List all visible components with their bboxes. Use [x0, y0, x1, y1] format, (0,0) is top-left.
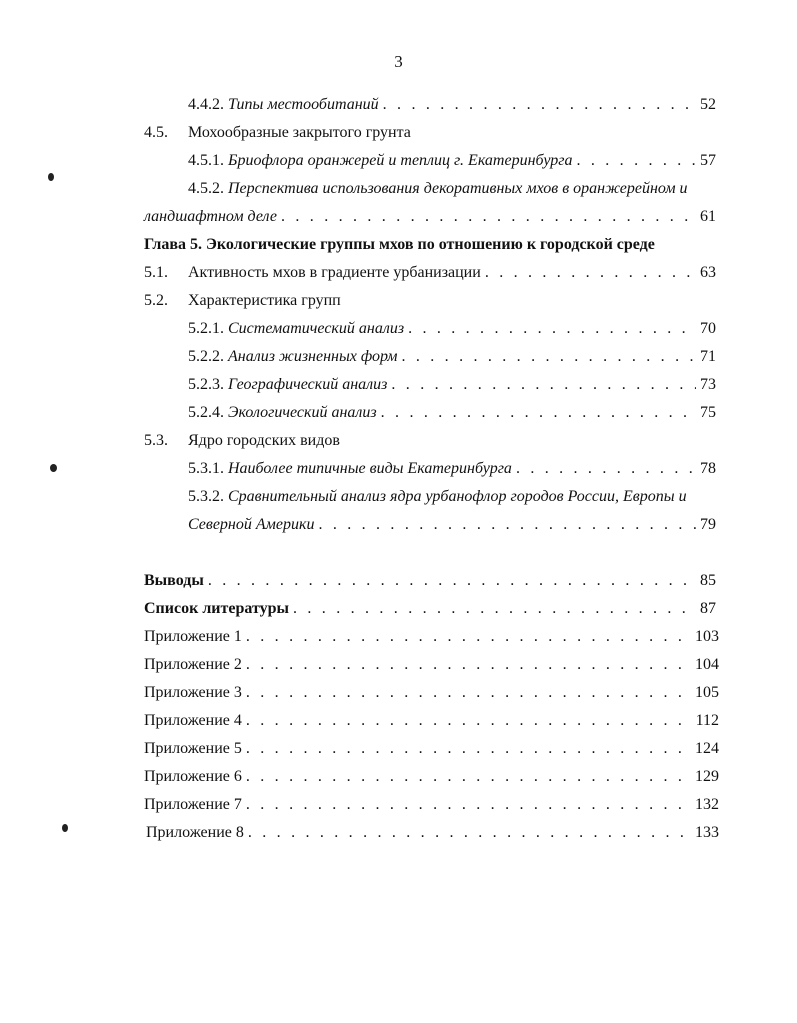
entry-title-line1: Перспектива использования декоративных мхов в оранжерейном и — [228, 180, 688, 197]
entry-number: 5.3. — [144, 432, 168, 449]
entry-title: Приложение 8 — [146, 824, 244, 841]
page-number: 3 — [394, 52, 403, 71]
toc-entry-5-3-2 — [188, 487, 716, 509]
toc-entry-appendix — [144, 683, 719, 705]
toc-entry-5-2 — [144, 291, 716, 313]
entry-page: 75 — [700, 404, 716, 421]
leader-dots — [318, 515, 696, 535]
toc-entry-conclusions — [144, 571, 716, 593]
leader-dots — [208, 571, 696, 591]
entry-title: Характеристика групп — [188, 292, 341, 309]
entry-title: Мохообразные закрытого грунта — [188, 124, 411, 141]
toc-entry-4-4-2 — [188, 95, 716, 117]
entry-page: 133 — [695, 824, 719, 841]
toc-entry-4-5-2 — [188, 179, 716, 201]
entry-page: 70 — [700, 320, 716, 337]
leader-dots — [246, 795, 691, 815]
entry-title: Список литературы — [144, 600, 289, 617]
scan-speck — [62, 824, 68, 832]
toc-entry-4-5-2-cont — [144, 207, 716, 229]
entry-title: Наиболее типичные виды Екатеринбурга — [228, 460, 512, 477]
entry-page: 129 — [695, 768, 719, 785]
leader-dots — [408, 319, 696, 339]
leader-dots — [381, 403, 696, 423]
leader-dots — [246, 655, 691, 675]
toc-entry-4-5 — [144, 123, 716, 145]
entry-title-line2: ландшафтном деле — [144, 208, 277, 225]
entry-number: 5.2.1. — [188, 320, 224, 337]
leader-dots — [246, 711, 692, 731]
entry-title: Приложение 1 — [144, 628, 242, 645]
toc-entry-5-2-3 — [188, 375, 716, 397]
entry-page: 104 — [695, 656, 719, 673]
entry-number: 5.2.2. — [188, 348, 224, 365]
entry-number: 5.2.4. — [188, 404, 224, 421]
chapter-title: Глава 5. Экологические группы мхов по отношению к городской среде — [144, 236, 655, 253]
entry-page: 52 — [700, 96, 716, 113]
entry-title: Экологический анализ — [228, 404, 377, 421]
entry-number: 5.2.3. — [188, 376, 224, 393]
toc-entry-appendix — [144, 627, 719, 649]
toc-entry-appendix — [144, 711, 719, 733]
entry-page: 73 — [700, 376, 716, 393]
leader-dots — [576, 151, 696, 171]
entry-number: 4.5.1. — [188, 152, 224, 169]
scan-speck — [50, 464, 57, 472]
entry-title: Активность мхов в градиенте урбанизации — [188, 264, 481, 281]
entry-number: 5.3.1. — [188, 460, 224, 477]
entry-page: 103 — [695, 628, 719, 645]
entry-title-line1: Сравнительный анализ ядра урбанофлор городов России, Европы и — [228, 488, 687, 505]
leader-dots — [246, 627, 691, 647]
leader-dots — [246, 767, 691, 787]
entry-title: Приложение 4 — [144, 712, 242, 729]
entry-page: 87 — [700, 600, 716, 617]
entry-title: Систематический анализ — [228, 320, 405, 337]
leader-dots — [246, 739, 691, 759]
toc-entry-references — [144, 599, 716, 621]
entry-page: 79 — [700, 516, 716, 533]
entry-page: 105 — [695, 684, 719, 701]
leader-dots — [281, 207, 696, 227]
toc-entry-appendix — [144, 655, 719, 677]
entry-page: 63 — [700, 264, 716, 281]
toc-entry-appendix — [144, 739, 719, 761]
entry-page: 85 — [700, 572, 716, 589]
entry-title: Приложение 2 — [144, 656, 242, 673]
leader-dots — [485, 263, 696, 283]
entry-title: Приложение 5 — [144, 740, 242, 757]
toc-entry-5-3-2-cont — [188, 515, 716, 537]
entry-page: 132 — [695, 796, 719, 813]
scan-speck — [48, 173, 54, 181]
leader-dots — [391, 375, 696, 395]
entry-page: 124 — [695, 740, 719, 757]
leader-dots — [516, 459, 696, 479]
entry-number: 4.4.2. — [188, 96, 224, 113]
entry-number: 4.5. — [144, 124, 168, 141]
leader-dots — [293, 599, 696, 619]
entry-title: Приложение 6 — [144, 768, 242, 785]
toc-entry-appendix — [144, 795, 719, 817]
toc-entry-4-5-1 — [188, 151, 716, 173]
entry-title-line2: Северной Америки — [188, 516, 315, 533]
toc-entry-5-2-1 — [188, 319, 716, 341]
entry-title: Выводы — [144, 572, 204, 589]
entry-title: Географический анализ — [228, 376, 388, 393]
toc-entry-5-1 — [144, 263, 716, 285]
entry-title: Приложение 7 — [144, 796, 242, 813]
toc-entry-5-3-1 — [188, 459, 716, 481]
toc-entry-appendix — [144, 767, 719, 789]
leader-dots — [246, 683, 691, 703]
entry-number: 4.5.2. — [188, 180, 224, 197]
entry-title: Анализ жизненных форм — [228, 348, 398, 365]
entry-page: 78 — [700, 460, 716, 477]
leader-dots — [383, 95, 696, 115]
toc-entry-appendix — [146, 823, 719, 845]
entry-page: 71 — [700, 348, 716, 365]
entry-number: 5.2. — [144, 292, 168, 309]
toc-entry-5-2-2 — [188, 347, 716, 369]
toc-chapter-5 — [144, 235, 716, 257]
entry-page: 61 — [700, 208, 716, 225]
entry-page: 112 — [695, 712, 719, 729]
entry-title: Типы местообитаний — [228, 96, 379, 113]
entry-title: Бриофлора оранжерей и теплиц г. Екатеринбурга — [228, 152, 573, 169]
entry-number: 5.1. — [144, 264, 168, 281]
leader-dots — [248, 823, 691, 843]
toc-entry-5-2-4 — [188, 403, 716, 425]
entry-title: Приложение 3 — [144, 684, 242, 701]
entry-title: Ядро городских видов — [188, 432, 340, 449]
leader-dots — [401, 347, 696, 367]
toc-entry-5-3 — [144, 431, 716, 453]
entry-number: 5.3.2. — [188, 488, 224, 505]
entry-page: 57 — [700, 152, 716, 169]
